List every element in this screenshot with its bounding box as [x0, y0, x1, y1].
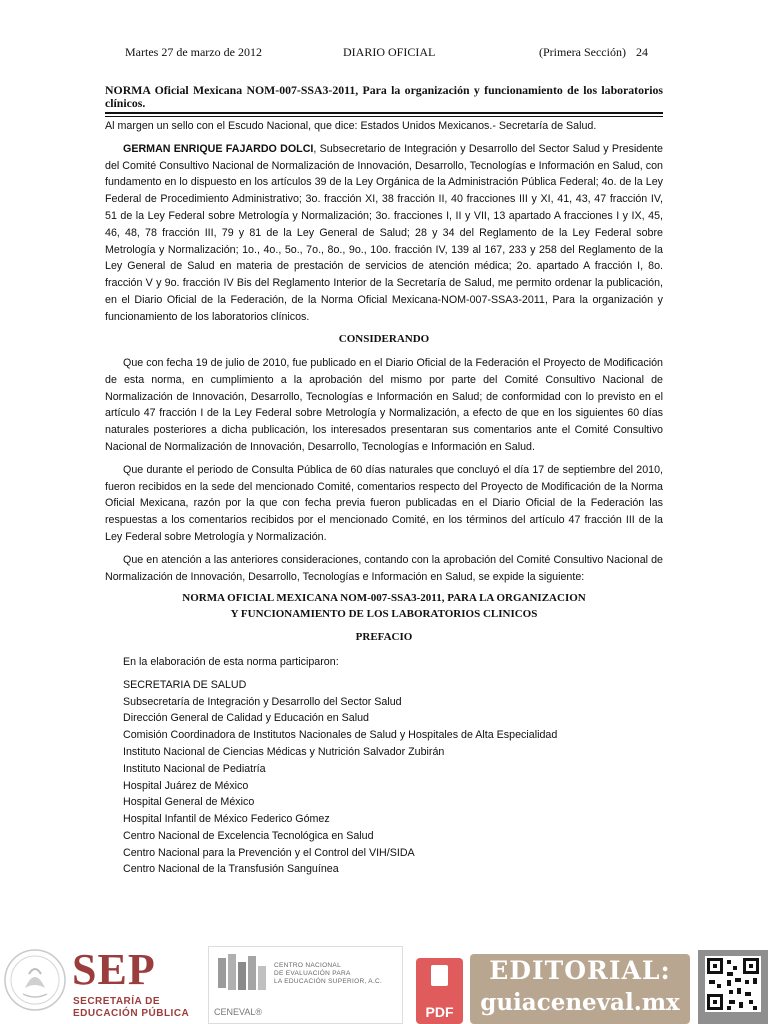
intro-name: GERMAN ENRIQUE FAJARDO DOLCI	[123, 142, 314, 155]
margin-note: Al margen un sello con el Escudo Nacional, que dice: Estados Unidos Mexicanos.- Secretaría de Salud.	[105, 120, 597, 132]
title-rule-thick	[105, 112, 663, 114]
list-item: Hospital Juárez de México	[123, 779, 249, 792]
list-item: Instituto Nacional de Pediatría	[123, 762, 266, 775]
ceneval-name: CENEVAL®	[214, 1007, 262, 1017]
prefacio-heading: PREFACIO	[355, 631, 413, 644]
list-item: Hospital Infantil de México Federico Gómez	[123, 813, 330, 826]
header-publication: DIARIO OFICIAL	[343, 45, 436, 59]
list-item: Subsecretaría de Integración y Desarrollo del Sector Salud	[123, 695, 402, 708]
list-item: Dirección General de Calidad y Educación en Salud	[123, 712, 369, 725]
intro-paragraph	[105, 141, 663, 326]
document-title: NORMA Oficial Mexicana NOM-007-SSA3-2011, Para la organización y funcionamiento de los laboratorios clínicos.	[105, 83, 663, 110]
considerando-paragraph-1: Que con fecha 19 de julio de 2010, fue publicado en el Diario Oficial de la Federación el Proyecto de Modificación de esta norma, en cumplimiento a la aprobación del mismo por parte del Comité Consultivo Nacional de Normalización de Innovación, Desarrollo, Tecnologías e Información en Salud; de conformidad con lo previsto en el artículo 47 fracción I de la Ley Federal sobre Metrología y Normalización, a efecto de que en los siguientes 60 días naturales posteriores a dicha publicación, los interesados presentaran sus comentarios ante el Comité Consultivo Nacional de Normalización de Innovación, Desarrollo, Tecnologías e Información en Salud.	[105, 357, 663, 454]
editorial-site[interactable]: guiaceneval.mx	[480, 989, 680, 1016]
header-date: Martes 27 de marzo de 2012	[125, 45, 262, 59]
considerando-paragraph-3: Que en atención a las anteriores consideraciones, contando con la aprobación del Comité Consultivo Nacional de Normalización de Innovación, Desarrollo, Tecnologías e Información en Salud, se expide la siguiente:	[105, 553, 663, 583]
list-item: Hospital General de México	[123, 796, 255, 809]
sep-subtitle-line-1: SECRETARÍA DE	[73, 996, 161, 1007]
pdf-label: PDF	[425, 1004, 454, 1020]
header-page-number: 24	[636, 45, 648, 59]
ceneval-text	[274, 962, 382, 986]
document-body	[105, 118, 663, 878]
sep-logo: SEP	[72, 945, 156, 994]
qr-code-icon	[705, 956, 761, 1012]
list-item: SECRETARIA DE SALUD	[123, 678, 247, 691]
considerando-paragraph-2: Que durante el periodo de Consulta Pública de 60 días naturales que concluyó el día 17 de septiembre del 2010, fueron recibidos en la sede del mencionado Comité, comentarios respecto del Proyecto de Modificación de la Norma Oficial Mexicana, razón por la que con fecha previa fueron publicadas en el Diario Oficial de la Federación las respuestas a los comentarios recibidos por el mencionado Comité, en los términos del artículo 47 fracción III de la Ley Federal sobre Metrología y Normalización.	[105, 463, 663, 544]
sep-subtitle	[73, 996, 189, 1020]
participants-list	[105, 677, 663, 879]
norma-heading-line-2: Y FUNCIONAMIENTO DE LOS LABORATORIOS CLINICOS	[230, 607, 538, 620]
ceneval-text-line-3: LA EDUCACIÓN SUPERIOR, A.C.	[274, 978, 383, 985]
ceneval-text-line-2: DE EVALUACIÓN PARA	[274, 970, 351, 977]
list-item: Comisión Coordinadora de Institutos Nacionales de Salud y Hospitales de Alta Especialidad	[123, 729, 558, 742]
list-item: Centro Nacional de Excelencia Tecnológica en Salud	[123, 829, 374, 842]
considerando-heading: CONSIDERANDO	[338, 332, 430, 345]
title-rule-thin	[105, 116, 663, 117]
page-header	[105, 45, 663, 61]
header-section: (Primera Sección)	[539, 45, 626, 59]
mexico-seal-icon	[3, 944, 67, 1016]
norma-heading	[105, 591, 663, 622]
intro-text: , Subsecretario de Integración y Desarrollo del Sector Salud y Presidente del Comité Consultivo Nacional de Normalización de Innovación, Desarrollo, Tecnologías e Información en Salud, con fundamento en lo dispuesto en los artículos 39 de la Ley Orgánica de la Administración Pública Federal; 4o. de la Ley Federal de Procedimiento Administrativo; 3o. fracción XI, 38 fracción II, 40 fracciones III y XI, 41, 43, 47 fracción IV, 51 de la Ley Federal sobre Metrología y Normalización; 3o. fracciones I, II y VII, 13 apartado A fracciones I y IX, 45, 46, 48, 78 fracción III, 79 y 81 de la Ley General de Salud; 28 y 34 del Reglamento de la Ley Federal sobre Metrología y Normalización; 1o., 4o., 5o., 7o., 8o., 9o., 10o. fracción IV, 139 al 167, 233 y 258 del Reglamento de la Ley General de Salud en materia de prestación de servicios de atención médica; 2o. apartado A fracción I, 8o. fracción V y 9o. fracción IV Bis del Reglamento Interior de la Secretaría de Salud, me permito ordenar la publicación, en el Diario Oficial de la Federación, de la Norma Oficial Mexicana-NOM-007-SSA3-2011, Para la organización y funcionamiento de los laboratorios clínicos.	[105, 142, 664, 323]
prefacio-intro: En la elaboración de esta norma participaron:	[123, 655, 339, 668]
list-item: Instituto Nacional de Ciencias Médicas y Nutrición Salvador Zubirán	[123, 745, 445, 758]
ceneval-text-line-1: CENTRO NACIONAL	[274, 962, 341, 969]
list-item: Centro Nacional para la Prevención y el Control del VIH/SIDA	[123, 846, 415, 859]
norma-heading-line-1: NORMA OFICIAL MEXICANA NOM-007-SSA3-2011, PARA LA ORGANIZACION	[182, 592, 586, 605]
sep-subtitle-line-2: EDUCACIÓN PÚBLICA	[73, 1008, 190, 1019]
list-item: Centro Nacional de la Transfusión Sanguínea	[123, 863, 339, 876]
pdf-document-icon	[431, 965, 448, 986]
editorial-title: EDITORIAL:	[489, 956, 671, 985]
